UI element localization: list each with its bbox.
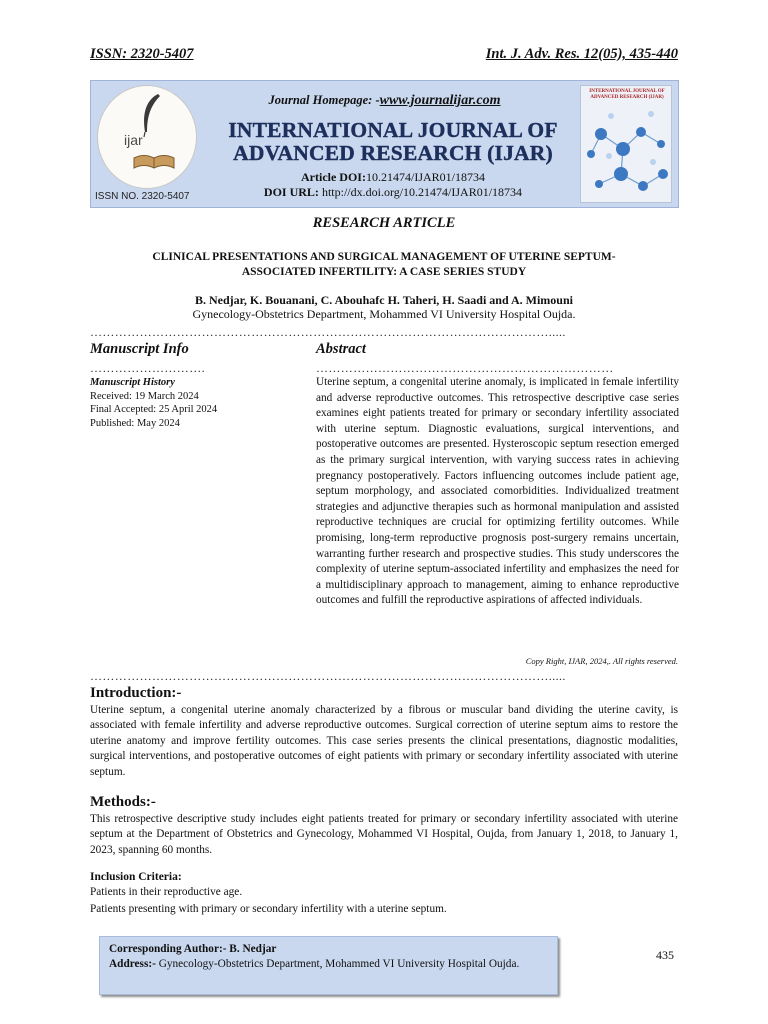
history-title: Manuscript History xyxy=(90,377,175,388)
doi-url xyxy=(209,185,577,200)
introduction-heading: Introduction:- xyxy=(90,685,182,701)
divider-bottom: …………………………………………………………………………………………………..... xyxy=(90,669,566,683)
doi-url-label: DOI URL: xyxy=(263,185,319,199)
divider-top: …………………………………………………………………………………………………..... xyxy=(90,325,566,339)
manuscript-info-heading: Manuscript Info xyxy=(90,341,189,357)
copyright-notice: Copy Right, IJAR, 2024,. All rights reserved. xyxy=(525,656,678,666)
divider-info: ………………………. xyxy=(90,361,205,375)
divider-abstract: ……………………………………………………………… xyxy=(316,361,614,375)
corresponding-author-box xyxy=(99,936,558,995)
history-published: Published: May 2024 xyxy=(90,417,180,429)
inclusion-item: Patients presenting with primary or secondary infertility with a uterine septum. xyxy=(90,903,447,915)
journal-title-line1: INTERNATIONAL JOURNAL OF xyxy=(228,118,558,142)
inclusion-item: Patients in their reproductive age. xyxy=(90,886,243,898)
header-citation: Int. J. Adv. Res. 12(05), 435-440 xyxy=(485,46,678,62)
doi-url-link[interactable]: http://dx.doi.org/10.21474/IJAR01/18734 xyxy=(321,185,523,199)
abstract-heading: Abstract xyxy=(316,341,366,357)
corresponding-author: Corresponding Author:- B. Nedjar xyxy=(109,943,277,955)
logo-text: ijar xyxy=(124,132,143,148)
paper-title-line1: CLINICAL PRESENTATIONS AND SURGICAL MANAGEMENT OF UTERINE SEPTUM- xyxy=(152,251,616,263)
address-label: Address:- xyxy=(109,958,156,971)
header-issn: ISSN: 2320-5407 xyxy=(90,46,194,62)
doi-value: 10.21474/IJAR01/18734 xyxy=(365,170,485,184)
methods-body: This retrospective descriptive study includes eight patients treated for primary or secondary infertility associated with uterine septum at the Department of Obstetrics and Gynecology, Mohammed VI Hospital, Oujda, from January 1, 2018, to January 1, 2023, spanning 60 months. xyxy=(90,813,678,856)
book-icon xyxy=(132,150,176,172)
running-header xyxy=(90,46,678,68)
journal-banner xyxy=(90,80,679,208)
doi-label: Article DOI: xyxy=(301,170,366,184)
journal-title-line2: ADVANCED RESEARCH (IJAR) xyxy=(233,141,553,165)
affiliation: Gynecology-Obstetrics Department, Mohammed VI University Hospital Oujda. xyxy=(192,307,576,321)
authors: B. Nedjar, K. Bouanani, C. Abouhafc H. Taheri, H. Saadi and A. Mimouni xyxy=(195,293,573,307)
journal-title xyxy=(209,119,577,165)
history-accepted: Final Accepted: 25 April 2024 xyxy=(90,404,218,415)
logo-issn: ISSN NO. 2320-5407 xyxy=(95,191,190,202)
history-received: Received: 19 March 2024 xyxy=(90,390,199,402)
address-text: Gynecology-Obstetrics Department, Mohammed VI University Hospital Oujda. xyxy=(155,958,520,971)
abstract-body: Uterine septum, a congenital uterine anomaly, is implicated in female infertility and adverse reproductive outcomes. This retrospective descriptive case series examines eight patients treated for primary or secondary infertility associated with uterine septum. Diagnostic evaluations, surgical interventions, and postoperative outcomes are presented. Hysteroscopic septum resection emerged as the primary surgical intervention, with varying success rates in achieving pregnancy postoperatively. Factors influencing outcomes include patient age, septum morphology, and associated comorbidities. Individualized treatment strategies and adjunctive therapies such as hormonal manipulation and assisted reproductive techniques are crucial for optimizing fertility outcomes. While promising, long-term reproductive prognosis post-surgery remains uncertain, warranting further research and prospective studies. This study underscores the complexity of uterine septum-associated infertility and emphasizes the need for a multidisciplinary approach to management, aiming to enhance reproductive outcomes and fulfill the reproductive aspirations of affected individuals. xyxy=(316,376,679,607)
inclusion-heading: Inclusion Criteria: xyxy=(90,871,182,883)
manuscript-history xyxy=(90,376,217,430)
paper-title xyxy=(100,250,668,279)
article-type: RESEARCH ARTICLE xyxy=(312,215,456,231)
journal-cover-image xyxy=(580,85,672,203)
homepage-link[interactable]: www.journalijar.com xyxy=(379,93,501,108)
methods-heading: Methods:- xyxy=(90,794,156,810)
cover-title: INTERNATIONAL JOURNAL OF ADVANCED RESEARCH (IJAR) xyxy=(589,89,665,100)
homepage-label: Journal Homepage: - xyxy=(268,93,380,107)
molecule-icon xyxy=(581,104,672,203)
introduction-body: Uterine septum, a congenital uterine anomaly characterized by a fibrous or muscular band dividing the uterine cavity, is associated with female infertility and adverse reproductive outcomes. Surgical correction of uterine septum aims to restore the uterine anatomy and improve fertility outcomes. This case series presents the clinical presentations, diagnostic modalities, surgical interventions, and postoperative outcomes of eight patients with primary or secondary infertility associated with uterine septum. xyxy=(90,704,678,778)
corresponding-address xyxy=(109,957,548,972)
page-number: 435 xyxy=(656,948,674,962)
paper-title-line2: ASSOCIATED INFERTILITY: A CASE SERIES STUDY xyxy=(241,265,527,278)
article-doi xyxy=(209,170,577,185)
